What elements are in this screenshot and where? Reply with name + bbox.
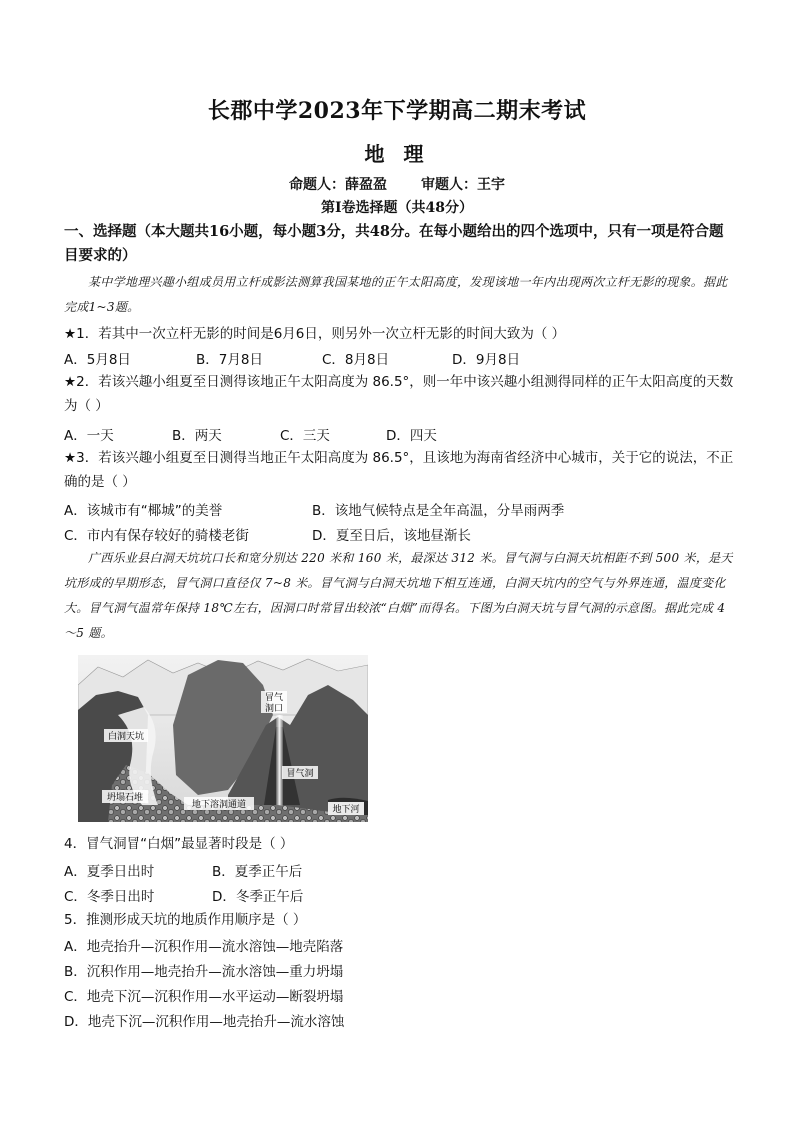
section-heading: 一、选择题（本大题共16小题，每小题3分，共48分。在每小题给出的四个选项中，只有一项是符合题目要求的） <box>64 223 724 264</box>
setter: 命题人：薛盈盈 <box>289 177 387 193</box>
q2-option-b: B．两天 <box>172 428 222 444</box>
q1-option-c: C．8月8日 <box>322 352 390 368</box>
q3-option-d: D．夏至日后，该地昼渐长 <box>312 528 471 544</box>
label-vent-mouth-2: 洞口 <box>264 704 284 714</box>
q5-option-a: A．地壳抬升—沉积作用—流水溶蚀—地壳陷落 <box>64 939 344 955</box>
q4-option-a: A．夏季日出时 <box>64 864 155 880</box>
part-heading: 第Ⅰ卷选择题（共48分） <box>320 200 474 216</box>
authors-line <box>0 174 794 194</box>
q5-option-b: B．沉积作用—地壳抬升—流水溶蚀—重力坍塌 <box>64 964 344 980</box>
q1-option-d: D．9月8日 <box>452 352 521 368</box>
label-underground-channel: 地下溶洞通道 <box>191 800 247 810</box>
question-1-stem: ★1．若其中一次立杆无影的时间是6月6日，则另外一次立杆无影的时间大致为（ ） <box>64 326 566 342</box>
passage-2: 广西乐业县白洞天坑坑口长和宽分别达 220 米和 160 米，最深达 312 米。冒气洞与白洞天坑相距不到 500 米，是天坑形成的早期形态，冒气洞口直径仅 7~8 米。冒气洞与白洞天坑地下相互连通，白洞天坑内的空气与外界连通，温度变化大。冒气洞气温常年保持 18℃左右，因洞口时常冒出较浓“白烟”而得名。下图为白洞天坑与冒气洞的示意图。据此完成 4～5 题。 <box>64 551 733 640</box>
q5-option-d: D．地壳下沉—沉积作用—地壳抬升—流水溶蚀 <box>64 1014 345 1030</box>
q1-option-a: A．5月8日 <box>64 352 131 368</box>
q2-option-a: A．一天 <box>64 428 114 444</box>
label-vent-mouth-1: 冒气 <box>264 693 284 703</box>
q3-option-c: C．市内有保存较好的骑楼老街 <box>64 528 249 544</box>
q3-option-a: A．该城市有“椰城”的美誉 <box>64 503 223 519</box>
q4-option-c: C．冬季日出时 <box>64 889 155 905</box>
q4-option-d: D．冬季正午后 <box>212 889 304 905</box>
reviewer: 审题人：王宇 <box>421 177 505 193</box>
label-underground-river: 地下河 <box>332 805 360 815</box>
tiankeng-diagram <box>78 655 368 822</box>
question-3-stem: ★3．若该兴趣小组夏至日测得当地正午太阳高度为 86.5°，且该地为海南省经济中心城市，关于它的说法，不正确的是（ ） <box>64 450 734 490</box>
label-collapse-pile: 坍塌石堆 <box>106 793 144 803</box>
q2-option-c: C．三天 <box>280 428 330 444</box>
subject-title: 地 理 <box>364 142 430 166</box>
q2-option-d: D．四天 <box>386 428 437 444</box>
q5-option-c: C．地壳下沉—沉积作用—水平运动—断裂坍塌 <box>64 989 344 1005</box>
question-2-stem: ★2．若该兴趣小组夏至日测得该地正午太阳高度为 86.5°，则一年中该兴趣小组测得同样的正午太阳高度的天数为（ ） <box>64 374 734 414</box>
label-vent-cave: 冒气洞 <box>286 769 314 779</box>
q1-option-b: B．7月8日 <box>196 352 263 368</box>
question-4-stem: 4．冒气洞冒“白烟”最显著时段是（ ） <box>64 836 294 852</box>
passage-1: 某中学地理兴趣小组成员用立杆成影法测算我国某地的正午太阳高度，发现该地一年内出现两次立杆无影的现象。据此完成1~3题。 <box>64 275 728 314</box>
label-tiankeng: 白洞天坑 <box>107 732 145 742</box>
exam-title: 长郡中学2023年下学期高二期末考试 <box>207 98 587 124</box>
q4-option-b: B．夏季正午后 <box>212 864 303 880</box>
question-5-stem: 5．推测形成天坑的地质作用顺序是（ ） <box>64 912 307 928</box>
q3-option-b: B．该地气候特点是全年高温，分旱雨两季 <box>312 503 565 519</box>
